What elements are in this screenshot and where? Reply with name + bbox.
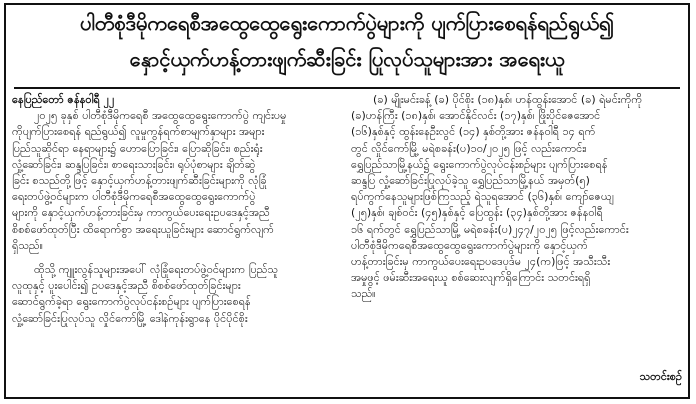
text-line: ရှိသည်။ [12,238,43,252]
dateline: နေပြည်တော် ဇန်နဝါရီ ၂၂ [12,93,115,106]
text-line: များကို နှောင့်ယှက်ဟန့်တားခြင်းမှ ကာကွယ်ပေးရေးဥပဒေနှင့်အညီ [12,206,270,220]
text-line: အမှုဖွင့် ဖမ်းဆီးအရေးယူ စစ်ဆေးလျက်ရှိကြောင်း သတင်းရရှိ [351,271,591,285]
text-line: ထိုသို့ ကျူးလွန်သူများအပေါ် လုံခြုံရေးတပ်ဖွဲ့ဝင်များက ပြည်သူ [34,263,278,277]
text-line: ၂၀၂၅ ခုနှစ် ပါတီစုံဒီမိုကရေစီ အထွေထွေရွေးကောက်ပွဲ ကျင်းပမှု [34,109,287,123]
text-line: ဆောင်ရွက်ခဲ့ရာ ရွေးကောက်ပွဲလုပ်ငန်းစဉ်များ ပျက်ပြားစေရန် [12,295,251,309]
text-line: (၂၅)နှစ်၊ ချစ်ဝင်း (၄၅)နှစ်နှင့် ပြေထွန်း (၃၄)နှစ်တို့အား ဇန်နဝါရီ [351,206,603,220]
text-line: လှုံ့ဆော်ခြင်းပြုလုပ်သူ လှိုင်ကော်မြို့ ဒေါနဲကုန်းရွာနေ ပိုင်ပိုင်စိုး [12,311,248,325]
byline-signature: သတင်းစဉ် [639,370,682,383]
right-paragraph [351,92,678,303]
text-line: (ခ)ဟန်ကြီး (၁၈)နှစ်၊ အောင်နိုင်လင်း (၁၇)နှစ်၊ ဖြိုးပိုင်ဇေအောင် [351,109,601,123]
text-line: ဆန္ဒပြ လှုံ့ဆော်ခြင်းပြုလုပ်ခဲ့သူ ရွှေပြည်သာမြို့နယ် အမှတ်(၅) [351,174,590,188]
text-line: ၁၆ ရက်တွင် ရွှေပြည်သာမြို့ မရဲစခန်း(ပ)၂၄၇/၂၀၂၅ ဖြင့်လည်းကောင်း [351,222,629,236]
text-line: တွင် လှိုင်ကော်မြို့ မရဲစခန်း(ပ)၁၀/၂၀၂၅ ဖြင့် လည်းကောင်း၊ [351,141,587,155]
text-line: သည်။ [351,287,376,301]
headline-divider [14,87,680,89]
left-column [12,92,339,327]
text-line: ပြည်သူဆိုင်ရာ နေရာများ၌ ဟောပြောခြင်း၊ ပြောဆိုခြင်း၊ စည်းရုံး [12,141,263,155]
headline-line-2: နှောင့်ယှက်ဟန့်တားဖျက်ဆီးခြင်း ပြုလုပ်သူများအား အရေးယူ [129,47,565,71]
text-line: ပါတီစုံဒီမိုကရေစီအထွေထွေရွေးကောက်ပွဲများကို နှောင့်ယှက် [351,238,588,252]
text-line: ဟန့်တားခြင်းမှ ကာကွယ်ပေးရေးဥပဒေပုဒ်မ ၂၄(က)ဖြင့် အသီးသီး [351,255,611,269]
text-line: လူထုနှင့် ပူးပေါင်း၍ ဥပဒေနှင့်အညီ စိစစ်ဖော်ထုတ်ခြင်းများ [12,279,241,293]
text-line: လှုံ့ဆော်ခြင်း၊ ဆန္ဒပြခြင်း၊ စာရေးသားခြင်း၊ ရုပ်ပုံစာများ ချိတ်ဆွဲ [12,157,256,171]
text-line: ခြင်း စသည်တို့ဖြင့် နှောင့်ယှက်ဟန့်တားဖျက်ဆီးခြင်းများကို လုံခြုံ [12,174,267,188]
text-line: (၁၆)နှစ်နှင့် ထွန်းနေဦးလွင် (၁၄) နှစ်တို့အား ဇန်နဝါရီ ၁၄ ရက် [351,125,596,139]
right-column [351,92,678,303]
headline-line-1: ပါတီစုံဒီမိုကရေစီအထွေထွေရွေးကောက်ပွဲများကို ပျက်ပြားစေရန်ရည်ရွယ်၍ [79,11,615,35]
left-paragraph-1 [12,108,339,254]
text-line: ရေးတပ်ဖွဲ့ဝင်များက ပါတီစုံဒီမိုကရေစီအထွေထွေရွေးကောက်ပွဲ [12,190,256,204]
text-line: ကိုပျက်ပြားစေရန် ရည်ရွယ်၍ လူမှုကွန်ရက်စာမျက်နှာများ အများ [12,125,265,139]
left-paragraph-2 [12,262,339,327]
text-line: ရပ်ကွက်နေသူများဖြစ်ကြသည့် ရဲသူရအောင် (၃၆)နှစ်၊ ကျော်ဇေယျ [351,190,614,204]
text-line: (ခ) မျိုးမင်းခန့် (ခ) ပိုင်စိုး (၁၈)နှစ်၊ ဟန်ထွန်းအောင် (ခ) ရဲမင်းကိုကို [373,93,643,106]
text-line: စိစစ်ဖော်ထုတ်ပြီး ထိရောက်စွာ အရေးယူခြင်းများ ဆောင်ရွက်လျက် [12,222,274,236]
paragraph-gap [12,254,339,262]
text-line: ရွှေပြည်သာမြို့နယ်၌ ရွေးကောက်ပွဲလုပ်ငန်းစဉ်များ ပျက်ပြားစေရန် [351,157,608,171]
